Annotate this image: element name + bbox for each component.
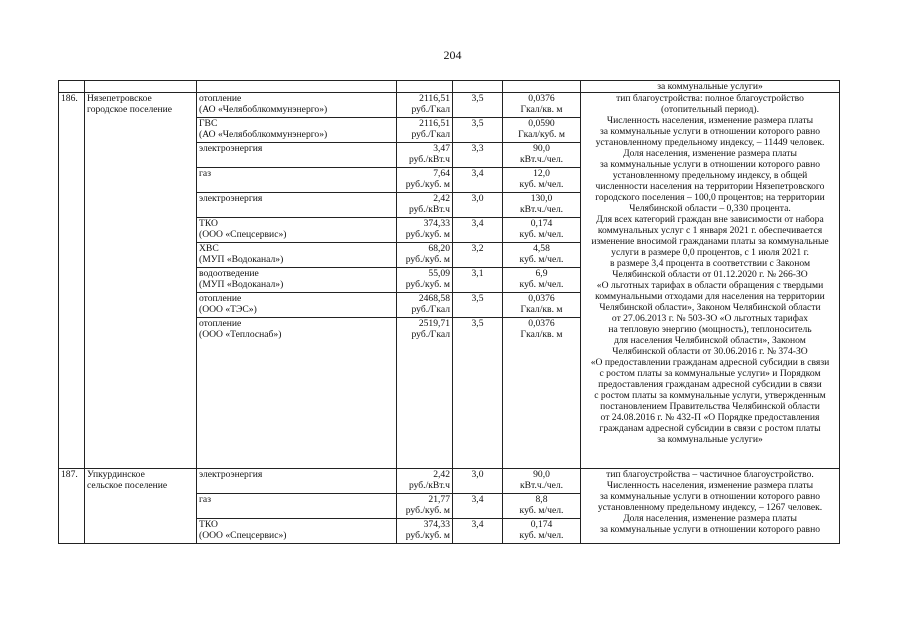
note-text-line: Для всех категорий граждан вне зависимости от набора xyxy=(596,214,824,225)
tariff-value xyxy=(397,469,453,494)
index-value: 3,0 xyxy=(453,469,503,494)
tariff-value-line: 2519,71 xyxy=(418,318,450,329)
note-text-line: Челябинской области от 01.12.2020 г. № 266-ЗО xyxy=(612,269,808,280)
note-text-line: с ростом платы за коммунальные услуги, утвержденным xyxy=(594,390,826,401)
tariff-value-line: руб./Гкал xyxy=(411,304,450,315)
note-text-line: тип благоустройства: полное благоустройство xyxy=(616,93,804,104)
tariff-value-line: 2,42 xyxy=(433,193,450,204)
tariff-value-line: руб./куб. м xyxy=(405,530,450,541)
service-name xyxy=(197,318,397,469)
service-name xyxy=(197,268,397,293)
service-name-line xyxy=(199,204,394,215)
note-text-line: изменение вносимой гражданами платы за коммунальные xyxy=(591,236,829,247)
note-text-line: на тепловую энергию (мощность), теплоноситель xyxy=(608,324,812,335)
service-name-line: (ООО «ТЭС») xyxy=(199,304,257,315)
note-text-line: Численность населения, изменение размера платы xyxy=(606,115,814,126)
service-name xyxy=(197,469,397,494)
tariff-value-line: руб./куб. м xyxy=(405,279,450,290)
norm-value xyxy=(503,218,581,243)
norm-value-line: кВт.ч./чел. xyxy=(519,154,564,165)
tariff-value xyxy=(397,243,453,268)
norm-value-line: Гкал/кв. м xyxy=(520,329,563,340)
norm-value-line: 4,58 xyxy=(533,243,550,254)
tariff-value xyxy=(397,519,453,544)
norm-value-line: Гкал/кв. м xyxy=(520,104,563,115)
note-text-line: «О льготных тарифах в области обращения с твердыми xyxy=(596,280,824,291)
note-text-line: за коммунальные услуги в отношении которого равно xyxy=(599,491,821,502)
index-value: 3,3 xyxy=(453,143,503,168)
note-text-line: численности населения на территории Нязепетровского xyxy=(595,181,825,192)
index-value: 3,5 xyxy=(453,318,503,469)
norm-value xyxy=(503,168,581,193)
norm-value-line: 0,0376 xyxy=(528,93,555,104)
service-name-line: отопление xyxy=(199,93,242,104)
service-name xyxy=(197,218,397,243)
service-name-line: (МУП «Водоканал») xyxy=(199,279,284,290)
tariff-value-line: 374,33 xyxy=(423,218,450,229)
norm-value xyxy=(503,318,581,469)
note-text-line: в размере 3,4 процента в соответствии с Законом xyxy=(609,258,811,269)
tariff-value xyxy=(397,118,453,143)
note-text-line: городского поселения – 100,0 процентов; на территории xyxy=(595,192,825,203)
norm-value-line: 90,0 xyxy=(533,143,550,154)
note-text-line: тип благоустройства – частичное благоустройство. xyxy=(606,469,814,480)
service-name-line: отопление xyxy=(199,293,242,304)
norm-value-line: 0,0590 xyxy=(528,118,555,129)
tariff-value-line: руб./куб. м xyxy=(405,254,450,265)
note-text-line: «О предоставлении гражданам адресной субсидии в связи xyxy=(590,357,830,368)
index-value: 3,4 xyxy=(453,218,503,243)
note-text-line: Доля населения, изменение размера платы xyxy=(623,148,797,159)
tariff-value-line: руб./куб. м xyxy=(405,179,450,190)
tariff-value-line: руб./куб. м xyxy=(405,505,450,516)
norm-value xyxy=(503,494,581,519)
norm-value-line: 12,0 xyxy=(533,168,550,179)
service-name-line: ХВС xyxy=(199,243,219,254)
norm-value-line: 6,9 xyxy=(535,268,548,279)
index-value: 3,2 xyxy=(453,243,503,268)
tariff-value-line: руб./Гкал xyxy=(411,129,450,140)
tariff-value-line: руб./кВт.ч xyxy=(408,480,450,491)
note-text-line: предоставления гражданам адресной субсидии в связи xyxy=(598,379,822,390)
norm-value-line: 0,0376 xyxy=(528,318,555,329)
service-name-line: (ООО «Теплоснаб») xyxy=(199,329,282,340)
service-name xyxy=(197,93,397,118)
note-text-line: Доля населения, изменение размера платы xyxy=(623,513,797,524)
tariff-table xyxy=(58,80,840,544)
note-text-line: за коммунальные услуги в отношении которого равно xyxy=(599,159,821,170)
note-text-line: установленному предельному индексу, – 11449 человек. xyxy=(595,137,825,148)
service-name-line xyxy=(199,154,394,165)
row-number: 187. xyxy=(59,469,85,544)
norm-value-line: куб. м/чел. xyxy=(519,530,564,541)
note-text xyxy=(581,469,840,544)
tariff-value-line: руб./кВт.ч xyxy=(408,204,450,215)
note-text-line: от 27.06.2013 г. № 503-ЗО «О льготных тарифах xyxy=(611,313,809,324)
note-text-line: гражданам адресной субсидии в связи с ростом платы xyxy=(599,423,821,434)
header-continuation-row xyxy=(59,81,840,93)
norm-value xyxy=(503,519,581,544)
service-name-line: (АО «Челябоблкоммунэнерго») xyxy=(199,129,328,140)
service-row xyxy=(59,93,840,118)
service-name xyxy=(197,193,397,218)
service-name xyxy=(197,168,397,193)
service-name-line: (МУП «Водоканал») xyxy=(199,254,284,265)
service-name-line: (ООО «Спецсервис») xyxy=(199,530,287,541)
service-name xyxy=(197,494,397,519)
tariff-value-line: руб./куб. м xyxy=(405,229,450,240)
norm-value xyxy=(503,118,581,143)
settlement-name xyxy=(85,469,197,544)
index-value: 3,0 xyxy=(453,193,503,218)
service-name xyxy=(197,118,397,143)
note-text-line: за коммунальные услуги в отношении которого равно xyxy=(599,126,821,137)
norm-value-line: 90,0 xyxy=(533,469,550,480)
note-text-line: постановлением Правительства Челябинской области xyxy=(600,401,820,412)
tariff-value-line: 55,09 xyxy=(428,268,450,279)
tariff-value-line: 2468,58 xyxy=(418,293,450,304)
settlement-name-line: Упкурдинское xyxy=(87,469,145,480)
tariff-value-line: 2116,51 xyxy=(419,118,450,129)
norm-value-line: 0,174 xyxy=(530,519,553,530)
service-name xyxy=(197,243,397,268)
index-value: 3,4 xyxy=(453,519,503,544)
norm-value xyxy=(503,143,581,168)
norm-value-line: 0,0376 xyxy=(528,293,555,304)
index-value: 3,5 xyxy=(453,118,503,143)
note-text-line: установленному предельному индексу, – 1267 человек. xyxy=(597,502,823,513)
tariff-value xyxy=(397,218,453,243)
norm-value-line: 0,174 xyxy=(530,218,553,229)
service-name-line: газ xyxy=(199,168,211,179)
norm-value-line: куб. м/чел. xyxy=(519,254,564,265)
norm-value-line: Гкал/кв. м xyxy=(520,304,563,315)
norm-value-line: кВт.ч./чел. xyxy=(519,204,564,215)
norm-value-line: куб. м/чел. xyxy=(519,229,564,240)
note-text-line: за коммунальные услуги в отношении которого равно xyxy=(599,524,821,535)
norm-value-line: 130,0 xyxy=(530,193,553,204)
note-text-line: коммунальными отходами для населения на территории xyxy=(595,291,825,302)
row-number: 186. xyxy=(59,93,85,469)
note-text-line: от 24.08.2016 г. № 432-П «О Порядке предоставления xyxy=(600,412,820,423)
service-name-line: ГВС xyxy=(199,118,218,129)
settlement-name-line: городское поселение xyxy=(87,104,173,115)
index-value: 3,5 xyxy=(453,293,503,318)
norm-value-line: Гкал/куб. м xyxy=(518,129,565,140)
service-name-line: (АО «Челябоблкоммунэнерго») xyxy=(199,104,328,115)
header-continuation-note: за коммунальные услуги» xyxy=(581,81,840,93)
service-name xyxy=(197,293,397,318)
service-name-line xyxy=(199,480,394,491)
index-value: 3,4 xyxy=(453,494,503,519)
service-name-line xyxy=(199,505,394,516)
service-name-line: газ xyxy=(199,494,211,505)
service-row xyxy=(59,469,840,494)
tariff-value-line: 2116,51 xyxy=(419,93,450,104)
norm-value-line: 8,8 xyxy=(535,494,548,505)
tariff-value-line: 374,33 xyxy=(423,519,450,530)
tariff-value-line: 2,42 xyxy=(433,469,450,480)
index-value: 3,4 xyxy=(453,168,503,193)
tariff-value-line: 68,20 xyxy=(428,243,450,254)
note-text-line: установленному предельному индексу, в общей xyxy=(612,170,808,181)
service-name-line: водоотведение xyxy=(199,268,259,279)
note-text-line: для населения Челябинской области», Законом xyxy=(614,335,806,346)
norm-value-line: куб. м/чел. xyxy=(519,279,564,290)
service-name-line xyxy=(199,179,394,190)
note-text-line: Челябинской области от 30.06.2016 г. № 374-ЗО xyxy=(612,346,808,357)
note-text-line: коммунальных услуг с 1 января 2021 г. обеспечивается xyxy=(597,225,823,236)
service-name-line: (ООО «Спецсервис») xyxy=(199,229,287,240)
note-text xyxy=(581,93,840,469)
service-name-line: отопление xyxy=(199,318,242,329)
note-text-line: с ростом платы за коммунальные услуги» и Порядком xyxy=(599,368,821,379)
service-name-line: электроэнергия xyxy=(199,143,263,154)
index-value: 3,5 xyxy=(453,93,503,118)
service-name xyxy=(197,143,397,168)
settlement-name-line: Нязепетровское xyxy=(87,93,152,104)
norm-value xyxy=(503,469,581,494)
service-name-line: электроэнергия xyxy=(199,193,263,204)
service-name-line: ТКО xyxy=(199,218,218,229)
page-number: 204 xyxy=(443,48,462,62)
note-text-line: услуги в размере 0,0 процентов, с 1 июля 2021 г. xyxy=(611,247,809,258)
norm-value xyxy=(503,243,581,268)
tariff-value-line: руб./кВт.ч xyxy=(408,154,450,165)
service-name xyxy=(197,519,397,544)
note-text-line: за коммунальные услуги» xyxy=(657,434,763,445)
tariff-value xyxy=(397,268,453,293)
norm-value xyxy=(503,193,581,218)
norm-value xyxy=(503,93,581,118)
norm-value xyxy=(503,293,581,318)
norm-value-line: куб. м/чел. xyxy=(519,505,564,516)
note-text-line: Челябинской области», Законом Челябинской области xyxy=(599,302,821,313)
tariff-value-line: 21,77 xyxy=(428,494,450,505)
tariff-value-line: руб./Гкал xyxy=(411,104,450,115)
tariff-value xyxy=(397,318,453,469)
norm-value xyxy=(503,268,581,293)
service-name-line: электроэнергия xyxy=(199,469,263,480)
tariff-value xyxy=(397,168,453,193)
note-text-line: Численность населения, изменение размера платы xyxy=(606,480,814,491)
settlement-name-line: сельское поселение xyxy=(87,480,168,491)
tariff-value-line: руб./Гкал xyxy=(411,329,450,340)
note-text-line: (отопительный период). xyxy=(660,104,760,115)
norm-value-line: куб. м/чел. xyxy=(519,179,564,190)
tariff-value xyxy=(397,143,453,168)
tariff-value xyxy=(397,193,453,218)
norm-value-line: кВт.ч./чел. xyxy=(519,480,564,491)
tariff-value-line: 7,64 xyxy=(433,168,450,179)
tariff-value xyxy=(397,494,453,519)
note-text-line: Челябинской области – 0,330 процента. xyxy=(629,203,791,214)
tariff-value xyxy=(397,293,453,318)
tariff-value xyxy=(397,93,453,118)
tariff-value-line: 3,47 xyxy=(433,143,450,154)
service-name-line: ТКО xyxy=(199,519,218,530)
settlement-name xyxy=(85,93,197,469)
index-value: 3,1 xyxy=(453,268,503,293)
